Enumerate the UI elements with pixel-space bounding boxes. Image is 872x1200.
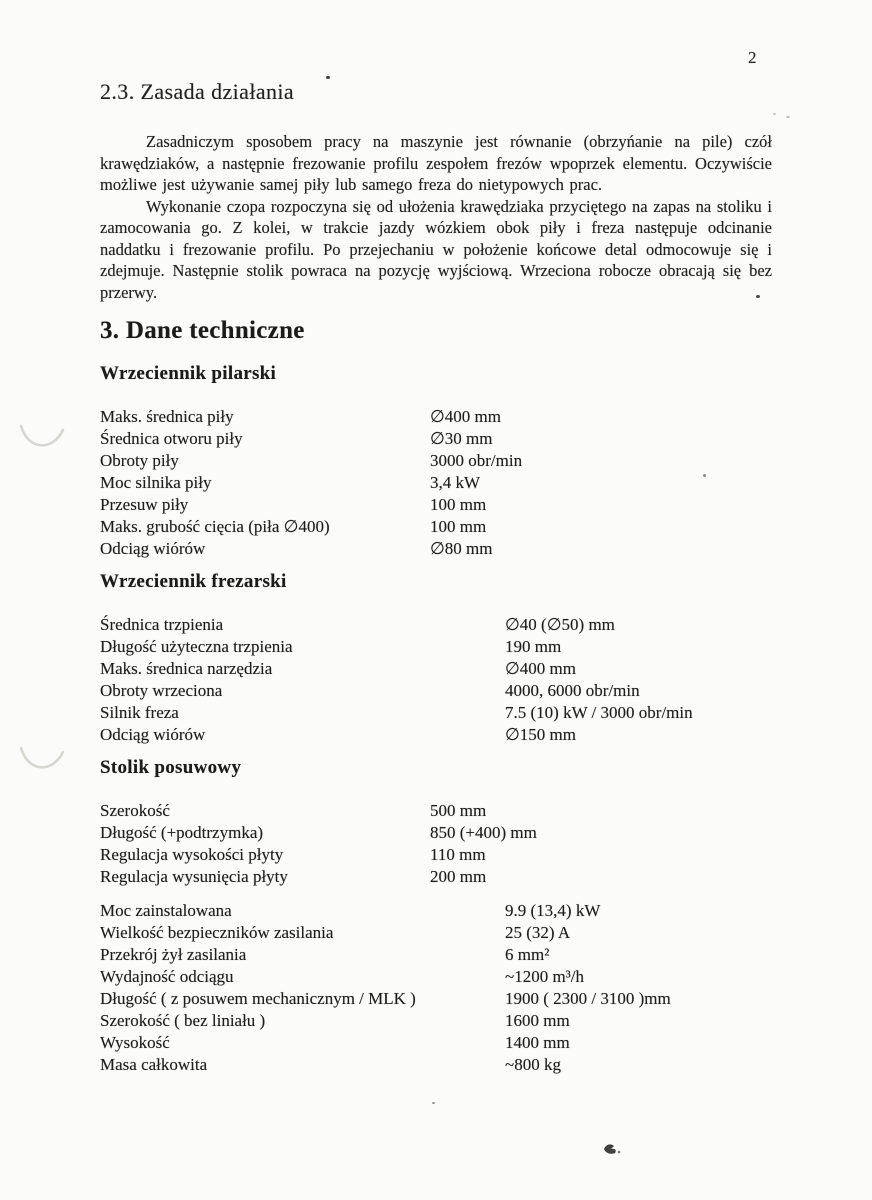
spec-value: 100 mm <box>430 517 487 536</box>
spec-row <box>100 658 772 680</box>
spec-label: Długość ( z posuwem mechanicznym / MLK ) <box>100 989 416 1008</box>
section-heading: 2.3. Zasada działania <box>100 79 295 104</box>
spec-row <box>100 922 772 944</box>
spec-row <box>100 988 772 1010</box>
spec-row <box>100 944 772 966</box>
paragraph: Zasadniczym sposobem pracy na maszynie jest równanie (obrzyńanie na pile) czół krawędziaków, a następnie frezowanie profilu zespołem frezów wpoprzek elementu. Oczywiście możliwe jest używanie samej piły lub samego freza do nietypowych prac. <box>100 132 772 194</box>
spec-row <box>100 724 772 746</box>
spec-value: ∅40 (∅50) mm <box>505 615 615 634</box>
scan-mark-arc <box>16 740 68 780</box>
spec-row <box>100 900 772 922</box>
spec-label: Średnica trzpienia <box>100 615 224 634</box>
spec-group <box>100 570 772 746</box>
spec-group <box>100 756 772 888</box>
scan-speck <box>786 116 790 118</box>
spec-row <box>100 428 772 450</box>
page-number: 2 <box>748 48 757 67</box>
spec-value: 200 mm <box>430 867 487 886</box>
spec-row <box>100 844 772 866</box>
spec-label: Wydajność odciągu <box>100 967 234 986</box>
spec-group-title: Wrzeciennik frezarski <box>100 571 287 592</box>
document-content <box>100 0 772 1076</box>
spec-label: Regulacja wysunięcia płyty <box>100 867 288 886</box>
spec-value: 1400 mm <box>505 1033 570 1052</box>
spec-rows <box>100 406 772 560</box>
spec-label: Moc zainstalowana <box>100 901 232 920</box>
spec-label: Szerokość ( bez liniału ) <box>100 1011 266 1030</box>
spec-value: 3000 obr/min <box>430 451 523 470</box>
spec-value: 4000, 6000 obr/min <box>505 681 640 700</box>
spec-value: ∅30 mm <box>430 429 493 448</box>
spec-row <box>100 614 772 636</box>
spec-value: ~1200 m³/h <box>505 967 584 986</box>
spec-row <box>100 406 772 428</box>
spec-label: Odciąg wiórów <box>100 539 206 558</box>
spec-label: Silnik freza <box>100 703 179 722</box>
spec-row <box>100 702 772 724</box>
spec-row <box>100 636 772 658</box>
scan-speck <box>773 113 776 115</box>
spec-value: 110 mm <box>430 845 486 864</box>
spec-value: 9.9 (13,4) kW <box>505 901 601 920</box>
spec-row <box>100 1010 772 1032</box>
scan-speck <box>432 1102 435 1104</box>
spec-groups <box>100 362 772 1076</box>
spec-label: Wysokość <box>100 1033 170 1052</box>
spec-label: Długość (+podtrzymka) <box>100 823 264 842</box>
spec-value: ∅150 mm <box>505 725 577 744</box>
spec-label: Średnica otworu piły <box>100 429 243 448</box>
spec-row <box>100 450 772 472</box>
spec-label: Regulacja wysokości płyty <box>100 845 284 864</box>
spec-label: Moc silnika piły <box>100 473 212 492</box>
spec-value: 25 (32) A <box>505 923 571 942</box>
spec-row <box>100 1054 772 1076</box>
spec-row <box>100 800 772 822</box>
spec-group-title: Stolik posuwowy <box>100 757 242 778</box>
spec-value: 190 mm <box>505 637 562 656</box>
spec-row <box>100 1032 772 1054</box>
spec-row <box>100 866 772 888</box>
spec-label: Maks. średnica narzędzia <box>100 659 273 678</box>
spec-row <box>100 538 772 560</box>
spec-label: Szerokość <box>100 801 170 820</box>
spec-value: 1900 ( 2300 / 3100 )mm <box>505 989 671 1008</box>
spec-rows <box>100 900 772 1076</box>
scan-mark-arc <box>16 418 68 458</box>
spec-value: ∅400 mm <box>430 407 502 426</box>
spec-group-title: Wrzeciennik pilarski <box>100 363 277 384</box>
spec-label: Maks. grubość cięcia (piła ∅400) <box>100 517 330 536</box>
spec-row <box>100 494 772 516</box>
spec-row <box>100 966 772 988</box>
spec-rows <box>100 800 772 888</box>
spec-row <box>100 680 772 702</box>
spec-value: 500 mm <box>430 801 487 820</box>
spec-row <box>100 822 772 844</box>
spec-value: 850 (+400) mm <box>430 823 537 842</box>
body-text <box>100 131 772 303</box>
spec-value: 7.5 (10) kW / 3000 obr/min <box>505 703 693 722</box>
spec-label: Odciąg wiórów <box>100 725 206 744</box>
chapter-heading: 3. Dane techniczne <box>100 317 305 344</box>
spec-value: 6 mm² <box>505 945 550 964</box>
paragraph: Wykonanie czopa rozpoczyna się od ułożenia krawędziaka przyciętego na zapas na stoliku i zamocowania go. Z kolei, w trakcie jazdy wózkiem obok piły i freza następuje odcinanie naddatku i frezowanie profilu. Po przejechaniu w położenie końcowe detal odmocowuje się i zdejmuje. Następnie stolik powraca na pozycję wyjściową. Wrzeciona robocze obracają się bez przerwy. <box>100 196 772 302</box>
spec-label: Przesuw piły <box>100 495 189 514</box>
spec-label: Obroty wrzeciona <box>100 681 223 700</box>
spec-value: 100 mm <box>430 495 487 514</box>
spec-row <box>100 516 772 538</box>
spec-label: Masa całkowita <box>100 1055 208 1074</box>
spec-group <box>100 900 772 1076</box>
spec-label: Długość użyteczna trzpienia <box>100 637 293 656</box>
spec-value: ~800 kg <box>505 1055 561 1074</box>
spec-value: 3,4 kW <box>430 473 481 492</box>
spec-group <box>100 362 772 560</box>
spec-row <box>100 472 772 494</box>
spec-label: Przekrój żył zasilania <box>100 945 247 964</box>
spec-value: 1600 mm <box>505 1011 570 1030</box>
spec-value: ∅400 mm <box>505 659 577 678</box>
scan-smudge <box>602 1140 626 1156</box>
spec-value: ∅80 mm <box>430 539 493 558</box>
spec-label: Obroty piły <box>100 451 179 470</box>
spec-label: Maks. średnica piły <box>100 407 234 426</box>
spec-label: Wielkość bezpieczników zasilania <box>100 923 334 942</box>
spec-rows <box>100 614 772 746</box>
